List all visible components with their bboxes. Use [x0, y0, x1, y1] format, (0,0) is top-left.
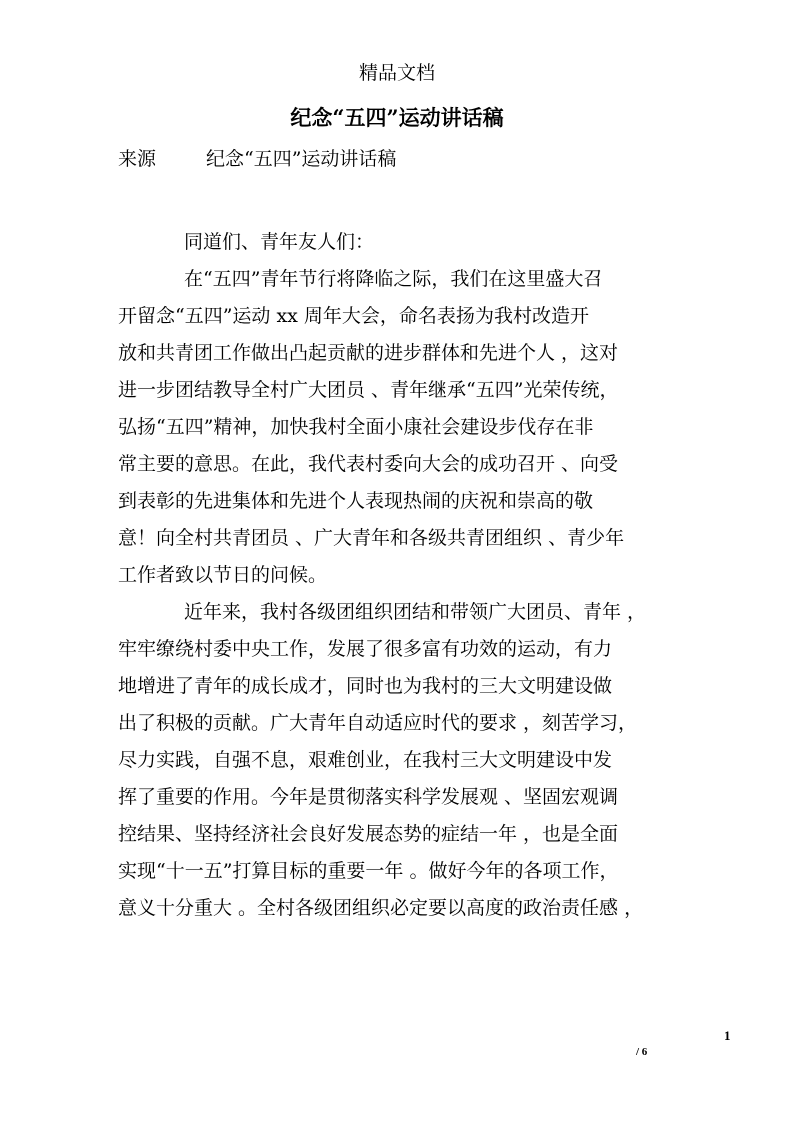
- header-label: 精品文档: [358, 62, 435, 84]
- body-line: 工作者致以节日的问候。: [118, 564, 328, 586]
- page-count: / 6: [636, 1046, 648, 1058]
- page-number: 1: [724, 1028, 731, 1043]
- body-line: 意！向全村共青团员 、广大青年和各级共青团组织 、青少年: [118, 527, 625, 549]
- body-line: 尽力实践，自强不息，艰难创业，在我村三大文明建设中发: [118, 749, 613, 771]
- body-line: 挥了重要的作用。今年是贯彻落实科学发展观 、坚固宏观调: [118, 786, 619, 808]
- source-label: 来源: [118, 148, 157, 170]
- body-line: 实现“十一五”打算目标的重要一年 。做好今年的各项工作，: [118, 860, 619, 882]
- body-line: 地增进了青年的成长成才，同时也为我村的三大文明建设做: [118, 675, 613, 697]
- body-line: 弘扬“五四”精神，加快我村全面小康社会建设步伐存在非: [118, 416, 594, 438]
- body-line: 到表彰的先进集体和先进个人表现热闹的庆祝和崇高的敬: [118, 490, 594, 512]
- body-line: 开留念“五四”运动 xx 周年大会，命名表扬为我村改造开: [118, 305, 589, 327]
- source-line: [118, 146, 396, 172]
- body-line: 放和共青团工作做出凸起贡献的进步群体和先进个人 ，这对: [118, 342, 619, 364]
- body-line: 进一步团结教导全村广大团员 、青年继承“五四”光荣传统，: [118, 379, 619, 401]
- body-line: 出了积极的贡献。广大青年自动适应时代的要求 ，刻苦学习，: [118, 712, 638, 734]
- source-value: 纪念“五四”运动讲话稿: [206, 148, 397, 170]
- body-line: 近年来，我村各级团组织团结和带领广大团员、青年 ，: [184, 601, 647, 623]
- body-line: 牢牢缭绕村委中央工作，发展了很多富有功效的运动，有力: [118, 638, 613, 660]
- body-line: 在“五四”青年节行将降临之际，我们在这里盛大召: [184, 268, 603, 290]
- document-title: 纪念“五四”运动讲话稿: [290, 105, 504, 130]
- body-line: 控结果、坚持经济社会良好发展态势的症结一年 ，也是全面: [118, 823, 619, 845]
- salutation: 同道们、青年友人们：: [184, 231, 375, 253]
- document-body: [118, 224, 692, 927]
- body-line: 常主要的意思。在此，我代表村委向大会的成功召开 、向受: [118, 453, 619, 475]
- body-line: 意义十分重大 。全村各级团组织必定要以高度的政治责任感 ，: [118, 897, 644, 919]
